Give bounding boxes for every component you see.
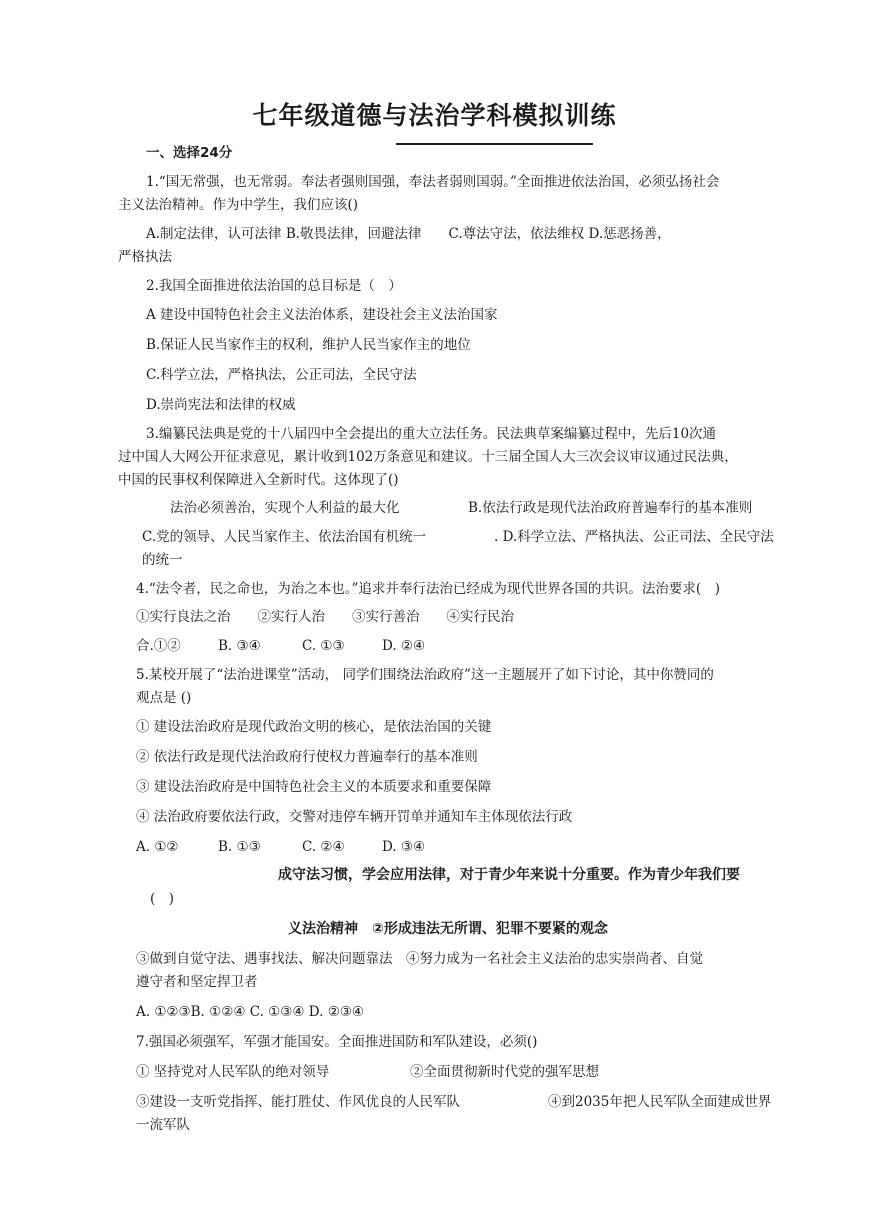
q6-line-1: 成守法习惯，学会应用法律，对于青少年来说十分重要。作为青少年我们要 xyxy=(278,867,740,883)
q2-option-b: B.保证人民当家作主的权利，维护人民当家作主的地位 xyxy=(146,337,471,353)
q4-option-b: B. ③④ xyxy=(218,638,261,654)
q2-option-d: D.崇尚宪法和法律的权威 xyxy=(146,397,296,413)
q7-statement-4: ④到2035年把人民军队全面建成世界 xyxy=(548,1094,772,1110)
q4-option-d: D. ②④ xyxy=(382,638,426,654)
q4-statements: ①实行良法之治 ②实行人治 ③实行善治 ④实行民治 xyxy=(136,609,514,625)
q1-options-cont: 严格执法 xyxy=(118,249,172,265)
q7-statement-3: ③建设一支听党指挥、能打胜仗、作风优良的人民军队 xyxy=(136,1094,460,1110)
q5-option-d: D. ③④ xyxy=(382,839,426,855)
q7-statement-1: ① 坚持党对人民军队的绝对领导 xyxy=(136,1064,330,1080)
q3-option-d: . D.科学立法、严格执法、公正司法、全民守法 xyxy=(494,529,774,545)
q5-statement-3: ③ 建设法治政府是中国特色社会主义的本质要求和重要保障 xyxy=(136,779,492,795)
q2-stem: 2.我国全面推进依法治国的总目标是（ ） xyxy=(146,278,402,294)
q3-line-1: 3.编纂民法典是党的十八届四中全会提出的重大立法任务。民法典草案编纂过程中，先后10次通 xyxy=(146,426,717,442)
q5-option-c: C. ②④ xyxy=(302,839,345,855)
q5-line-1: 5.某校开展了“法治进课堂”活动， 同学们围绕法治政府”这一主题展开了如下讨论，其中你赞同的 xyxy=(136,667,714,683)
section-heading: 一、选择24分 xyxy=(146,145,233,161)
q6-statements-2-cont: 遵守者和坚定捍卫者 xyxy=(136,974,258,990)
q1-options: A.制定法律，认可法律 B.敬畏法律，回避法律 C.尊法守法，依法维权 D.惩恶扬善， xyxy=(146,226,671,242)
q7-stem: 7.强国必须强军，军强才能国安。全面推进国防和军队建设，必须() xyxy=(136,1034,538,1050)
q4-option-c: C. ①③ xyxy=(302,638,345,654)
q3-option-d-cont: 的统一 xyxy=(142,552,183,568)
q3-option-c: C.党的领导、人民当家作主、依法治国有机统一 xyxy=(142,529,427,545)
q6-statements-1: 义法治精神 ②形成违法无所谓、犯罪不要紧的观念 xyxy=(288,921,608,937)
page-title: 七年级道德与法治学科模拟训练 xyxy=(252,101,617,130)
q5-line-2: 观点是 () xyxy=(136,690,192,706)
q5-option-a: A. ①② xyxy=(136,839,179,855)
q7-statement-4-cont: 一流军队 xyxy=(136,1117,190,1133)
q4-stem: 4.“法令者，民之命也，为治之本也。”追求并奉行法治已经成为现代世界各国的共识。法治要求( ) xyxy=(136,581,720,597)
q4-option-a: 合.①② xyxy=(136,638,181,654)
q5-option-b: B. ①③ xyxy=(218,839,261,855)
q7-statement-2: ②全面贯彻新时代党的强军思想 xyxy=(410,1064,599,1080)
q2-option-a: A 建设中国特色社会主义法治体系，建设社会主义法治国家 xyxy=(146,307,498,323)
q5-statement-2: ② 依法行政是现代法治政府行使权力普遍奉行的基本准则 xyxy=(136,749,478,765)
q3-option-a: 法治必须善治，实现个人利益的最大化 xyxy=(170,500,400,516)
q3-option-b: B.依法行政是现代法治政府普遍奉行的基本准则 xyxy=(468,500,753,516)
q6-blank: ( ) xyxy=(150,891,175,907)
q3-line-3: 中国的民事权利保障进入全新时代。这体现了() xyxy=(118,472,399,488)
title-underline xyxy=(396,143,593,145)
q5-statement-1: ① 建设法治政府是现代政治文明的核心，是依法治国的关键 xyxy=(136,719,492,735)
q6-statements-2: ③做到自觉守法、遇事找法、解决问题靠法 ④努力成为一名社会主义法治的忠实崇尚者、自觉 xyxy=(136,951,703,967)
q1-line-2: 主义法治精神。作为中学生，我们应该() xyxy=(118,197,359,213)
q3-line-2: 过中国人大网公开征求意见，累计收到102万条意见和建议。十三届全国人大三次会议审议通过民法典， xyxy=(118,449,738,465)
q1-line-1: 1.“国无常强，也无常弱。奉法者强则国强，奉法者弱则国弱。”全面推进依法治国，必须弘扬社会 xyxy=(146,174,720,190)
q6-options: A. ①②③B. ①②④ C. ①③④ D. ②③④ xyxy=(136,1004,365,1020)
q2-option-c: C.科学立法，严格执法，公正司法，全民守法 xyxy=(146,367,417,383)
q5-statement-4: ④ 法治政府要依法行政，交警对违停车辆开罚单并通知车主体现依法行政 xyxy=(136,809,573,825)
